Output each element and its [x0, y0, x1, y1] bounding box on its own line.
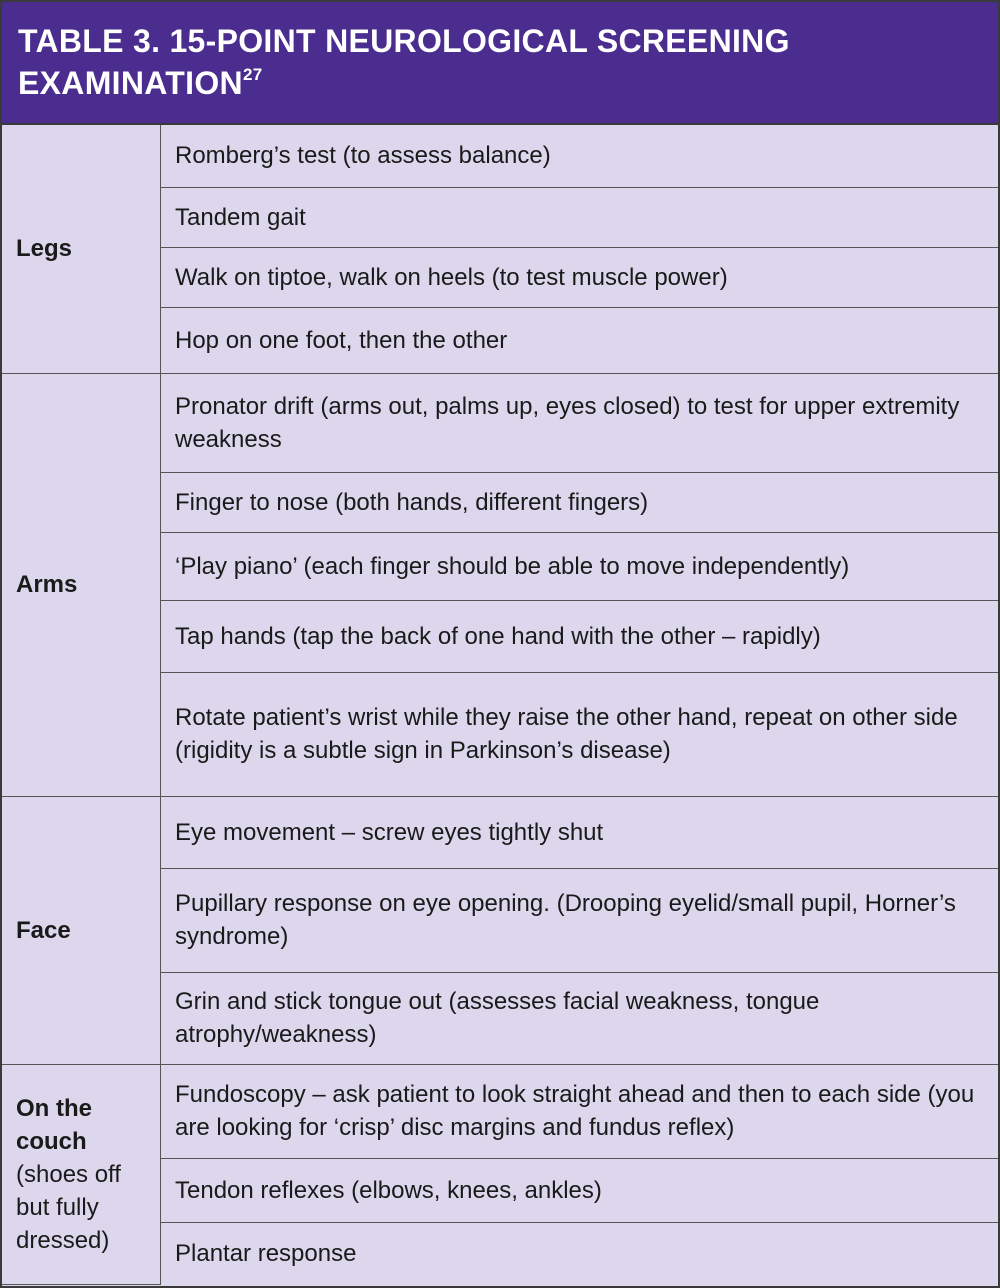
title-reference: 27 — [242, 65, 263, 84]
exam-item: Tendon reflexes (elbows, knees, ankles) — [161, 1158, 999, 1222]
exam-item: Fundoscopy – ask patient to look straight ahead and then to each side (you are looking for ‘crisp’ disc margins and fundus reflex) — [161, 1064, 999, 1158]
exam-item: Walk on tiptoe, walk on heels (to test muscle power) — [161, 247, 999, 307]
exam-item: Eye movement – screw eyes tightly shut — [161, 796, 999, 868]
table-row — [2, 373, 998, 472]
table-title-bar — [2, 2, 998, 125]
exam-item: Hop on one foot, then the other — [161, 307, 999, 373]
exam-item: ‘Play piano’ (each finger should be able to move independently) — [161, 532, 999, 600]
exam-table — [2, 125, 998, 1285]
exam-item: Pupillary response on eye opening. (Drooping eyelid/small pupil, Horner’s syndrome) — [161, 868, 999, 972]
exam-item: Pronator drift (arms out, palms up, eyes closed) to test for upper extremity weakness — [161, 373, 999, 472]
exam-item: Grin and stick tongue out (assesses facial weakness, tongue atrophy/weakness) — [161, 972, 999, 1064]
category-on-the-couch — [2, 1064, 161, 1284]
category-arms: Arms — [2, 373, 161, 796]
exam-item: Tandem gait — [161, 187, 999, 247]
table-title: TABLE 3. 15-POINT NEUROLOGICAL SCREENING EXAMINATION$^{27}$ — [18, 23, 790, 101]
table-row — [2, 796, 998, 868]
exam-item: Romberg’s test (to assess balance) — [161, 125, 999, 187]
category-legs: Legs — [2, 125, 161, 373]
exam-item: Finger to nose (both hands, different fingers) — [161, 472, 999, 532]
exam-item: Rotate patient’s wrist while they raise the other hand, repeat on other side (rigidity is a subtle sign in Parkinson’s disease) — [161, 672, 999, 796]
category-note: (shoes off but fully dressed) — [16, 1160, 121, 1254]
category-face: Face — [2, 796, 161, 1064]
exam-item: Plantar response — [161, 1222, 999, 1284]
category-label: On the couch — [16, 1094, 92, 1155]
exam-item: Tap hands (tap the back of one hand with the other – rapidly) — [161, 600, 999, 672]
table-row — [2, 1064, 998, 1158]
table-row — [2, 125, 998, 187]
